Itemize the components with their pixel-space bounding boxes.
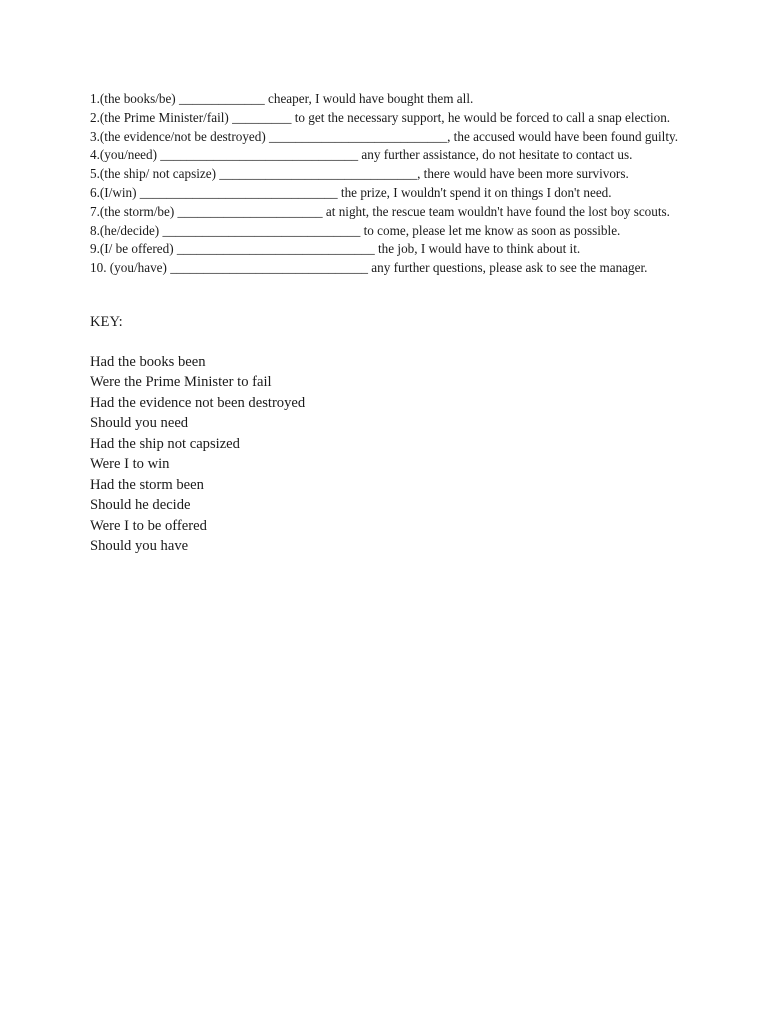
- answer-3: Had the evidence not been destroyed: [90, 394, 306, 411]
- exercise-item-3: 3.(the evidence/not be destroyed) ___________________________, the accused would have been found guilty.: [90, 128, 679, 144]
- answer-5: Had the ship not capsized: [90, 435, 240, 452]
- exercise-item-10: 10. (you/have) ______________________________ any further questions, please ask to see the manager.: [90, 260, 648, 276]
- exercise-item-1: 1.(the books/be) _____________ cheaper, I would have bought them all.: [90, 91, 474, 106]
- answer-key-list: [90, 352, 690, 557]
- answer-6: Were I to win: [90, 456, 170, 473]
- exercise-item-7: 7.(the storm/be) ______________________ at night, the rescue team wouldn't have found the lost boy scouts.: [90, 203, 670, 219]
- answer-8: Should he decide: [90, 497, 191, 514]
- key-heading: KEY:: [90, 313, 123, 330]
- exercise-list: [90, 90, 690, 278]
- exercise-item-4: 4.(you/need) ______________________________ any further assistance, do not hesitate to contact us.: [90, 147, 633, 163]
- exercise-item-2: 2.(the Prime Minister/fail) _________ to get the necessary support, he would be forced to call a snap election.: [90, 109, 671, 125]
- exercise-item-6: 6.(I/win) ______________________________ the prize, I wouldn't spend it on things I don't need.: [90, 184, 612, 200]
- answer-2: Were the Prime Minister to fail: [90, 374, 272, 391]
- exercise-item-5: 5.(the ship/ not capsize) ______________________________, there would have been more survivors.: [90, 166, 629, 182]
- answer-4: Should you need: [90, 415, 189, 432]
- exercise-item-9: 9.(I/ be offered) ______________________________ the job, I would have to think about it.: [90, 241, 581, 257]
- document-page: [90, 90, 690, 557]
- answer-10: Should you have: [90, 538, 189, 555]
- exercise-item-8: 8.(he/decide) ______________________________ to come, please let me know as soon as possible.: [90, 222, 621, 238]
- answer-9: Were I to be offered: [90, 517, 207, 534]
- answer-7: Had the storm been: [90, 476, 204, 493]
- answer-1: Had the books been: [90, 353, 206, 370]
